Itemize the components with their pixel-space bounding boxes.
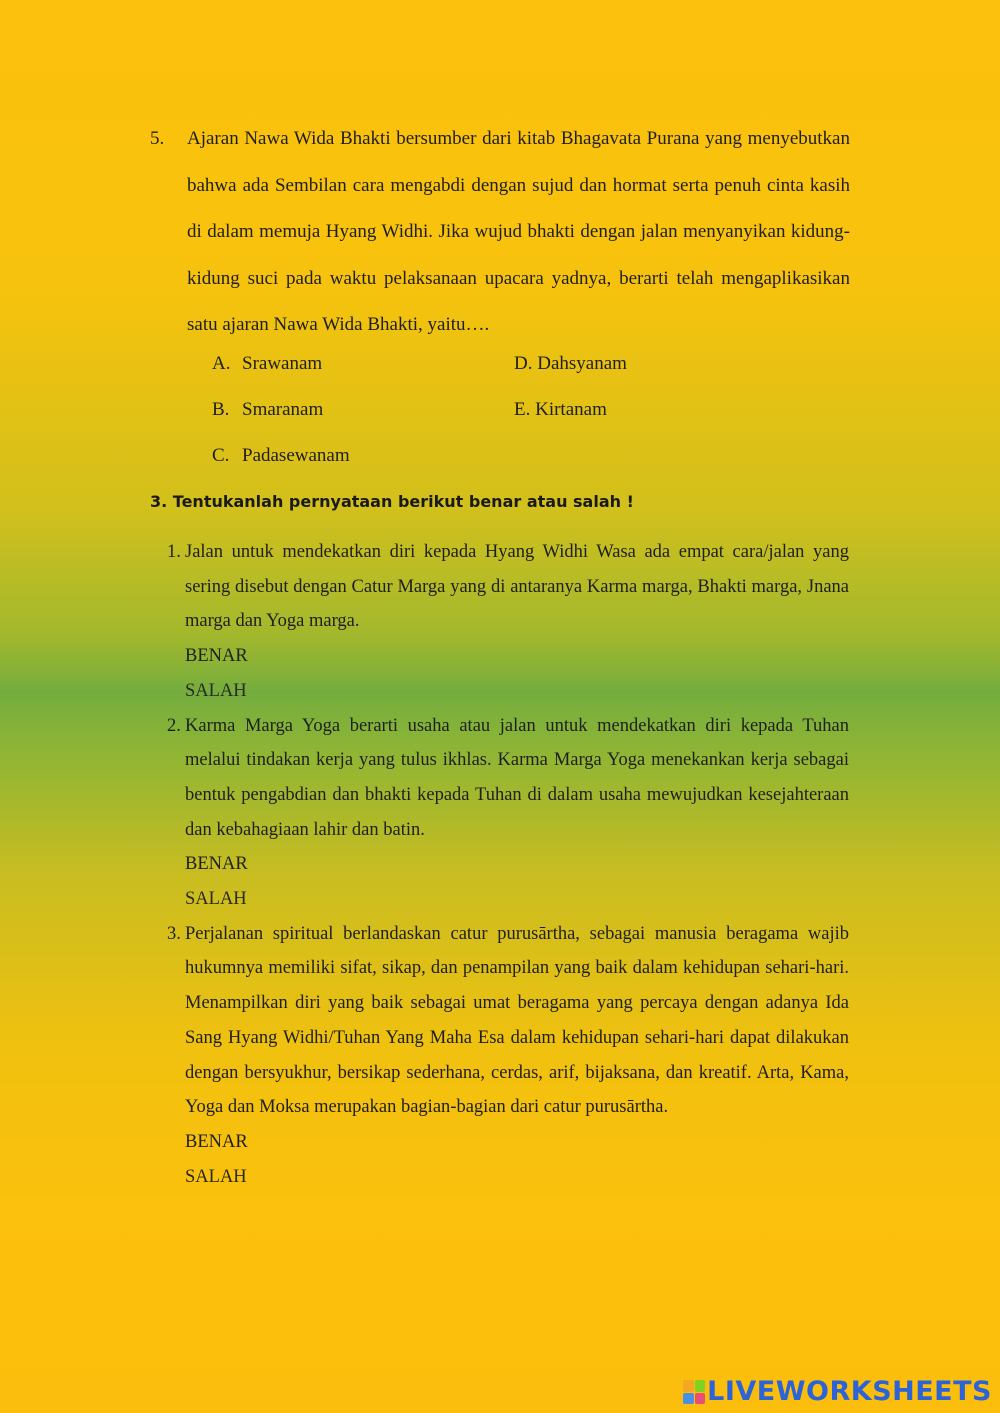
question-5 bbox=[150, 116, 850, 349]
option-c-label: Padasewanam bbox=[242, 445, 350, 466]
statement-2 bbox=[167, 709, 849, 917]
option-b bbox=[212, 387, 323, 433]
statement-3-salah-option[interactable]: SALAH bbox=[185, 1166, 247, 1187]
option-c-letter: C. bbox=[212, 445, 230, 466]
option-e-label: E. Kirtanam bbox=[514, 399, 607, 420]
statement-1-benar-option[interactable]: BENAR bbox=[185, 646, 248, 667]
logo-mark-square-2 bbox=[695, 1380, 706, 1392]
section-3-heading: 3. Tentukanlah pernyataan berikut benar atau salah ! bbox=[150, 492, 634, 511]
logo-mark-square-4 bbox=[695, 1393, 706, 1405]
statement-2-number: 2. bbox=[167, 715, 181, 736]
question-5-text: Ajaran Nawa Wida Bhakti bersumber dari kitab Bhagavata Purana yang menyebutkan bahwa ada Sembilan cara mengabdi dengan sujud dan hormat serta penuh cinta kasih di dalam memuja Hyang Widhi. Jika wujud bhakti dengan jalan menyanyikan kidung-kidung suci pada waktu pelaksanaan upacara yadnya, berarti telah mengaplikasikan satu ajaran Nawa Wida Bhakti, yaitu…. bbox=[187, 128, 850, 335]
statement-1 bbox=[167, 535, 849, 709]
option-a bbox=[212, 341, 322, 387]
statement-2-benar-option[interactable]: BENAR bbox=[185, 854, 248, 875]
statement-1-text: Jalan untuk mendekatkan diri kepada Hyang Widhi Wasa ada empat cara/jalan yang sering disebut dengan Catur Marga yang di antaranya Karma marga, Bhakti marga, Jnana marga dan Yoga marga. bbox=[185, 542, 849, 632]
statement-3-number: 3. bbox=[167, 923, 181, 944]
option-e bbox=[514, 387, 607, 433]
logo-text: LIVEWORKSHEETS bbox=[707, 1376, 992, 1407]
statement-3-text: Perjalanan spiritual berlandaskan catur purusārtha, sebagai manusia beragama wajib hukumnya memiliki sifat, sikap, dan penampilan yang baik dalam kehidupan sehari-hari. Menampilkan diri yang baik sebagai umat beragama yang percaya dengan adanya Ida Sang Hyang Widhi/Tuhan Yang Maha Esa dalam kehidupan sehari-hari dapat dilakukan dengan bersyukhur, bersikap sederhana, cerdas, arif, bijaksana, dan kreatif. Arta, Kama, Yoga dan Moksa merupakan bagian-bagian dari catur purusārtha. bbox=[185, 923, 849, 1118]
question-5-number: 5. bbox=[150, 128, 165, 149]
option-b-label: Smaranam bbox=[242, 399, 324, 420]
option-c bbox=[212, 433, 350, 479]
option-d bbox=[514, 341, 627, 387]
liveworksheets-mark-icon bbox=[683, 1380, 705, 1404]
option-a-letter: A. bbox=[212, 353, 231, 374]
statement-2-text: Karma Marga Yoga berarti usaha atau jalan untuk mendekatkan diri kepada Tuhan melalui tindakan kerja yang tulus ikhlas. Karma Marga Yoga menekankan kerja sebagai bentuk pengabdian dan bhakti kepada Tuhan di dalam usaha mewujudkan kesejahteraan dan kebahagiaan lahir dan batin. bbox=[185, 715, 849, 840]
logo-mark-square-3 bbox=[683, 1393, 694, 1405]
option-a-label: Srawanam bbox=[242, 353, 323, 374]
statement-1-salah-option[interactable]: SALAH bbox=[185, 680, 247, 701]
statement-2-salah-option[interactable]: SALAH bbox=[185, 889, 247, 910]
logo-mark-square-1 bbox=[683, 1380, 694, 1392]
statement-3 bbox=[167, 917, 849, 1195]
statement-list bbox=[167, 535, 849, 1194]
option-b-letter: B. bbox=[212, 399, 230, 420]
liveworksheets-logo bbox=[683, 1377, 992, 1407]
statement-3-benar-option[interactable]: BENAR bbox=[185, 1131, 248, 1152]
statement-1-number: 1. bbox=[167, 542, 181, 562]
option-d-label: D. Dahsyanam bbox=[514, 353, 627, 374]
